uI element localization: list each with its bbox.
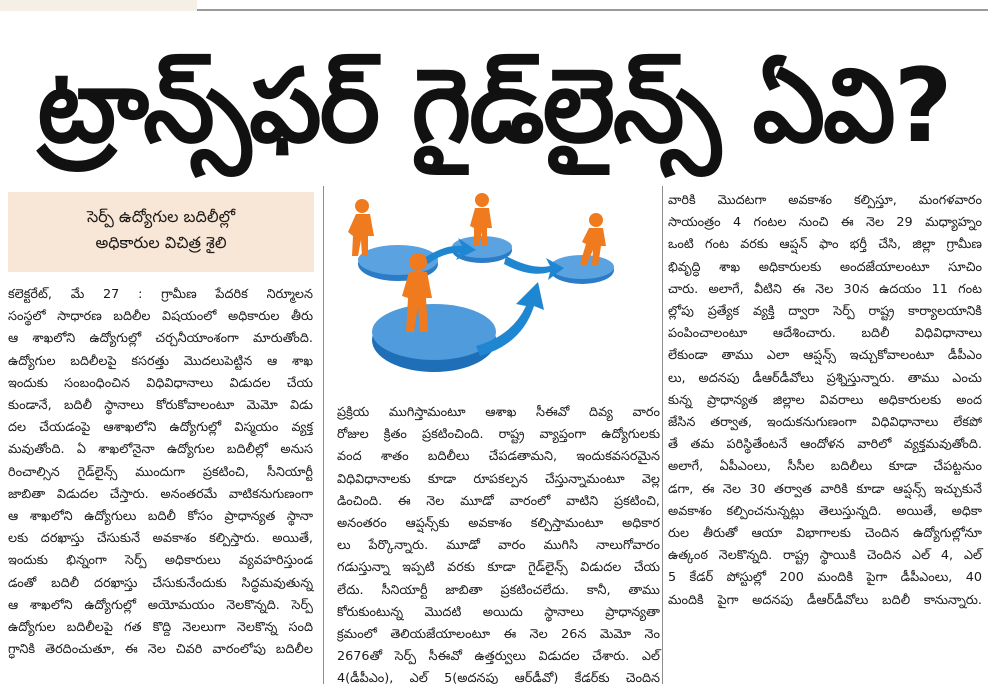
article-line: ల్లోపు ప్రత్యేక వ్యక్తి ద్వారా సెర్ప్ రాష్ట్ర కార్యాలయానికి (668, 304, 982, 320)
article-line: ఉద్యోగుల బదిలీలపై గత కొద్ది నెలలుగా నెలకొన్న సంది (8, 620, 313, 636)
article-line: 2676తో సెర్ప్ సీఈవో ఉత్తర్వులు విడుదల చేశారు. ఎల్ (337, 649, 660, 665)
article-line: మందికి పైగా అదనపు డీఆర్‌డీవోలు బదిలీ కానున్నారు. (668, 592, 982, 608)
article-column-2 (337, 402, 660, 687)
article-line: లేకుండా తాము ఎలా ఆప్షన్స్ ఇచ్చుకోవాలంటూ డీపీఎం (668, 348, 982, 364)
article-line: డించింది. ఈ నెల మూడో వారంలో వాటిని ప్రకటించి, (337, 493, 660, 509)
article-line: ఆ శాఖలోని ఉద్యోగుల్లో చర్చనీయాంశంగా మారుతోంది. (8, 331, 313, 347)
article-line: అవకాశం కల్పించనున్నట్లు తెలుస్తున్నది. అయితే, అధికా (668, 503, 982, 519)
article-line: కలెక్టరేట్, మే 27 : గ్రామీణ పేదరిక నిర్మూలన (8, 287, 313, 302)
article-line: డగా, ఈ నెల 30 తర్వాత వారికి కూడా ఆప్షన్స్ ఇచ్చుకునే (668, 481, 982, 497)
article-line: ఒంటి గంట వరకు ఆప్షన్ ఫాం భర్తీ చేసి, జిల్లా గ్రామీణ (668, 237, 982, 253)
subheadline-line-2: అధికారుల విచిత్ర శైలి (95, 233, 227, 252)
platform-disc (372, 304, 496, 360)
subheadline-box (8, 192, 314, 272)
article-line: సాయంత్రం 4 గంటల నుంచి ఈ నెల 29 మధ్యాహ్నం (668, 215, 982, 231)
article-line: గ్ధానికి తెరదించుతూ, ఈ నెల చివరి వారంలోపు బదిలీల (8, 642, 313, 658)
article-line: అనంతరం ఆప్షన్స్‌కు అవకాశం కల్పిస్తామంటూ అధికార (337, 516, 660, 532)
article-line: దల చేయడంపై ఆశాఖలోని ఉద్యోగుల్లో విస్మయం వ్యక్త (8, 420, 313, 436)
article-line: కోరుకుంటున్న మొదటి అయిదు స్థానాలు ప్రాధాన్యతా (337, 604, 660, 620)
subheadline-line-1: సెర్ప్ ఉద్యోగుల బదిలీల్లో (86, 207, 236, 226)
article-line: కుండానే, బదిలీ స్థానాలు కోరుకోవాలంటూ మెమో విడు (8, 398, 313, 414)
article-line: రించాల్సిన గైడ్‌లైన్స్ ముందుగా ప్రకటించి, సీనియార్టీ (8, 464, 313, 480)
article-line: తే తమ పరిస్థితేంటనే ఆందోళన వారిలో వ్యక్తమవుతోంది. (668, 437, 982, 453)
article-line: ఇందుకు సంబంధించిన విధివిధానాలు విడుదల చేయ (8, 375, 313, 391)
article-column-3 (668, 190, 982, 634)
article-line: జాబితా విడుదల చేస్తారు. అనంతరమే వాటికనుగుణంగా (8, 486, 313, 502)
article-line: లకు దరఖాస్తు చేసుకునే అవకాశం కల్పిస్తారు. అయితే, (8, 531, 313, 547)
page-top-strip (0, 0, 988, 12)
article-line: మవుతోంది. ఏ శాఖలోనైనా ఉద్యోగుల బదిలీల్లో అనుస (8, 442, 313, 458)
article-line: లు, అదనపు డీఆర్‌డీవోలు ప్రశ్నిస్తున్నారు. తాము ఎంచు (668, 370, 982, 386)
transfer-illustration (336, 186, 658, 398)
top-rule (197, 9, 988, 11)
article-line: ఉద్యోగుల బదిలీలపై కసరత్తు మొదలుపెట్టిన ఆ శాఖ (8, 353, 313, 369)
article-line: లేదు. సీనియార్టీ జాబితా ప్రకటించలేదు. కానీ, తాము (337, 582, 660, 598)
article-line: విధివిధానాలకు కూడా రూపకల్పన చేస్తున్నామంటూ వెల్ల (337, 471, 660, 487)
article-line: పంపించాలంటూ ఆదేశించారు. బదిలీ విధివిధానాలు (668, 326, 982, 342)
article-line: రుల తీరుతో ఆయా విభాగాలకు చెందిన ఉద్యోగుల్లోనూ (668, 526, 982, 542)
article-line: ఇందుకు భిన్నంగా సెర్ప్ అధికారులు వ్యవహరిస్తుండ (8, 553, 313, 569)
article-line: రోజుల క్రితం ప్రకటించింది. రాష్ట్ర వ్యాప్తంగా ఉద్యోగులకు (337, 427, 660, 443)
section-tab (0, 0, 197, 11)
article-line: క్రమంలో తెలియజేయాలంటూ ఈ నెల 26న మెమో నెం (337, 627, 660, 643)
article-line: ఉత్కంఠ నెలకొన్నది. రాష్ట్ర స్థాయికి చెందిన ఎల్ 4, ఎల్ (668, 548, 982, 564)
article-line: డంతో బదిలీ దరఖాస్తు చేసుకునేందుకు సిద్ధమవుతున్న (8, 575, 313, 591)
person-icon (348, 199, 374, 256)
column-divider-2 (662, 186, 663, 684)
article-line: కున్న ప్రాధాన్యత జిల్లాల వివరాలు అధికారులకు అంద (668, 392, 982, 408)
article-line: వంద శాతం బదిలీలు చేపడతామని, ఇందుకవసరమైన (337, 449, 660, 465)
headline: ట్రాన్స్‌ఫర్ గైడ్‌లైన్స్ ఏవి? (37, 47, 951, 166)
article-line: భివృద్ధి శాఖ అధికారులకు అందజేయాలంటూ సూచిం (668, 259, 982, 275)
article-line: సంస్థలో సాధారణ బదిలీల విషయంలో అధికారుల తీరు (8, 309, 313, 325)
article-line: ప్రక్రియ ముగిస్తామంటూ ఆశాఖ సీఈవో దివ్య వారం (337, 405, 660, 420)
article-line: 5 కేడర్ పోస్టుల్లో 200 మందికి పైగా డీపీఎంలు, 40 (668, 570, 982, 586)
article-column-1 (8, 284, 313, 680)
article-line: లు పేర్కొన్నారు. మూడో వారం ముగిసి నాలుగోవారం (337, 538, 660, 554)
column-divider-1 (323, 186, 324, 684)
article-line: జేసిన తర్వాత, ఇందుకనుగుణంగా విధివిధానాలు లేకపో (668, 415, 982, 431)
article-line: అలాగే, ఏపీఎంలు, సీసీల బదిలీలు కూడా చేపట్టనుం (668, 459, 982, 475)
article-line: వారికి మొదటగా అవకాశం కల్పిస్తూ, మంగళవారం (668, 193, 982, 208)
article-line: గడుస్తున్నా ఇప్పటి వరకు కూడా గైడ్‌లైన్స్ విడుదల చేయ (337, 560, 660, 576)
article-line: చారు. అలాగే, వీటిని ఈ నెల 30న ఉదయం 11 గంట (668, 281, 982, 297)
article-line: ఆ శాఖలోని ఉద్యోగుల్లో అయోమయం నెలకొన్నది. సెర్ప్ (8, 597, 313, 613)
article-line: 4(డీపీఎం), ఎల్ 5(అదనపు ఆర్‌డీవో) కేడర్‌కు చెందిన (337, 671, 660, 687)
article-line: ఆ శాఖలోని ఉద్యోగులు బదిలీ కోసం ప్రాధాన్యత స్థానా (8, 509, 313, 525)
